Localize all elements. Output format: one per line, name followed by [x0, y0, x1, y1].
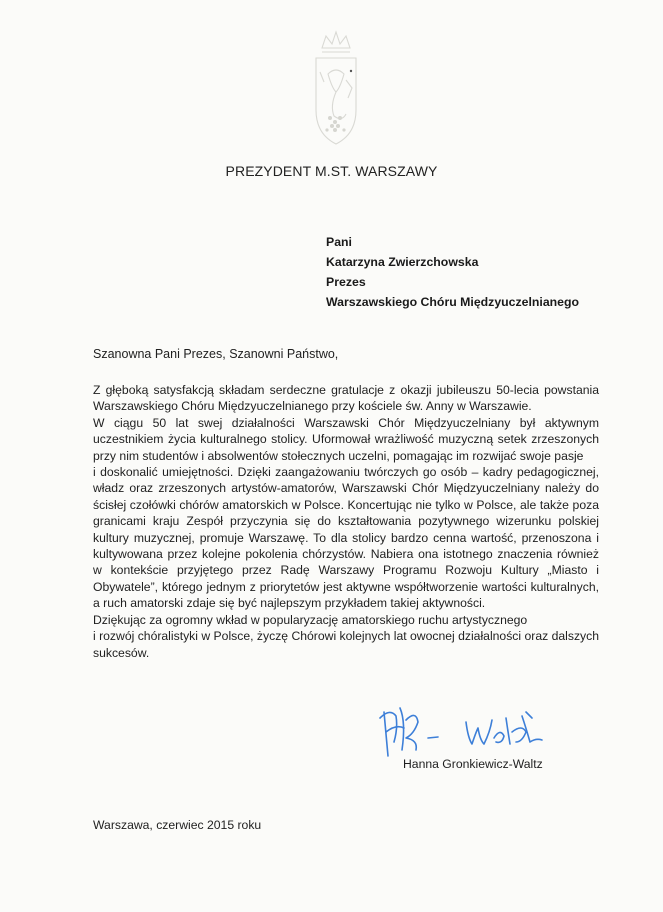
addressee-block [326, 232, 579, 312]
warsaw-coat-of-arms-watermark [300, 18, 372, 158]
addressee-organization: Warszawskiego Chóru Międzyuczelnianego [326, 295, 580, 309]
salutation: Szanowna Pani Prezes, Szanowni Państwo, [93, 347, 339, 361]
letter-body [93, 382, 599, 661]
body-paragraph: i doskonalić umiejętności. Dzięki zaangażowaniu twórczych go osób – kadry pedagogicznej, władz oraz zrzeszonych artystów-amatorów, Warszawski Chór Międzyuczelniany należy do ścisłej czołówki chórów amatorskich w Polsce. Koncertując nie tylko w Polsce, ale także poza granicami kraju Zespół przyczynia się do kształtowania pozytywnego wizerunku polskiej kultury muzycznej, promuje Warszawę. To dla stolicy bardzo cenna wartość, przenoszona i kultywowana przez kolejne pokolenia chórzystów. Nabiera ona istotnego znaczenia również w kontekście przyjętego przez Radę Warszawy Programu Rozwoju Kultury „Miasto i Obywatele”, którego jednym z priorytetów jest aktywne współtworzenie wartości kulturalnych, a ruch amatorski zdaje się być najlepszym przykładem takiej aktywności. [93, 465, 599, 611]
body-paragraph: i rozwój chóralistyki w Polsce, życzę Chórowi kolejnych lat owocnej działalności oraz dalszych sukcesów. [93, 629, 599, 660]
letter-heading: PREZYDENT M.ST. WARSZAWY [225, 163, 438, 179]
body-paragraph: Dziękując za ogromny wkład w popularyzację amatorskiego ruchu artystycznego [93, 612, 528, 627]
addressee-title: Prezes [326, 275, 366, 289]
signer-name: Hanna Gronkiewicz-Waltz [403, 757, 543, 771]
addressee-name: Katarzyna Zwierzchowska [326, 255, 479, 269]
body-paragraph: W ciągu 50 lat swej działalności Warszawski Chór Międzyuczelniany był aktywnym uczestnikiem życia kulturalnego stolicy. Uformował wrażliwość muzyczną setek zrzeszonych przy nim studentów i absolwentów stołecznych uczelni, pomagając im rozwijać swoje pasje [93, 415, 599, 463]
addressee-line: Pani [326, 235, 352, 249]
place-and-date: Warszawa, czerwiec 2015 roku [93, 818, 262, 832]
body-paragraph: Z głęboką satysfakcją składam serdeczne gratulacje z okazji jubileuszu 50-lecia powstania Warszawskiego Chóru Międzyuczelnianego przy kościele św. Anny w Warszawie. [93, 383, 599, 414]
